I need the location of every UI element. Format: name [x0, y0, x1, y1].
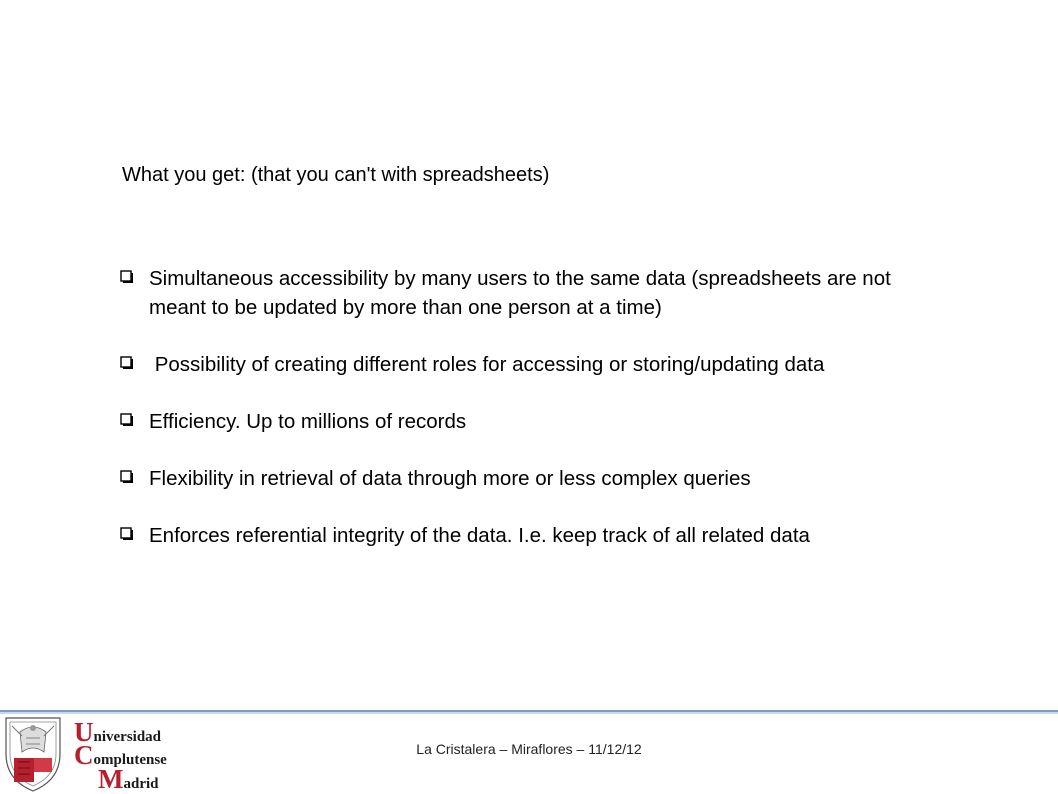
- bullet-text: Enforces referential integrity of the data. I.e. keep track of all related data: [149, 524, 810, 547]
- bullet-text: Simultaneous accessibility by many users to the same data (spreadsheets are not meant to be updated by more than one person at a time): [149, 267, 891, 319]
- square-bullet-icon: [120, 527, 134, 541]
- square-bullet-icon: [120, 270, 134, 284]
- logo-line-complutense: Complutense: [74, 740, 167, 770]
- bullet-text: Flexibility in retrieval of data through more or less complex queries: [149, 467, 751, 490]
- bullet-text: Possibility of creating different roles for accessing or storing/updating data: [149, 353, 825, 376]
- university-seal-icon: [0, 714, 72, 793]
- logo-line-madrid: Madrid: [98, 764, 159, 794]
- list-item: [118, 350, 948, 379]
- logo-line-universidad: Universidad: [74, 717, 162, 747]
- list-item: [118, 407, 948, 436]
- square-bullet-icon: [120, 356, 134, 370]
- bullet-text: Efficiency. Up to millions of records: [149, 410, 467, 433]
- footer-caption: La Cristalera – Miraflores – 11/12/12: [416, 741, 642, 757]
- list-item: [118, 464, 948, 493]
- list-item: [118, 521, 948, 550]
- university-logo: [0, 712, 175, 793]
- slide-title: What you get: (that you can't with spreadsheets): [122, 164, 550, 186]
- bullet-list: [118, 264, 948, 550]
- list-item: [118, 264, 948, 322]
- square-bullet-icon: [120, 413, 134, 427]
- square-bullet-icon: [120, 470, 134, 484]
